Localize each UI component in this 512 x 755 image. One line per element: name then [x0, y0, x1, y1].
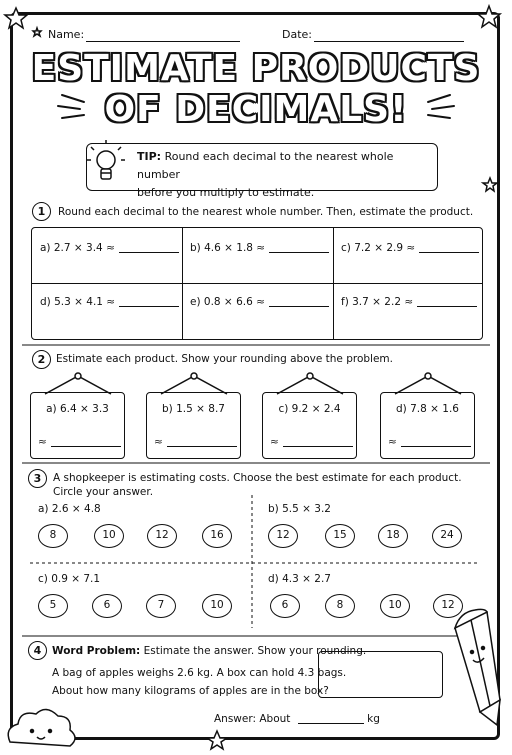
problem-3c-label: c) 0.9 × 7.1 [38, 573, 101, 585]
option-cloud[interactable]: 6 [270, 594, 300, 618]
option-cloud[interactable]: 10 [380, 594, 410, 618]
answer-row [214, 713, 380, 725]
answer-line[interactable] [419, 252, 479, 253]
word-problem-title: Word Problem: [52, 645, 141, 657]
star-icon [207, 731, 227, 749]
option-cloud[interactable]: 16 [202, 524, 232, 548]
tip-label: TIP: [137, 150, 162, 163]
section-1-number: 1 [32, 202, 51, 221]
work-box[interactable] [318, 651, 443, 698]
page-title-line2: OF DECIMALS! [104, 89, 408, 130]
problem-3b-label: b) 5.5 × 3.2 [268, 503, 331, 515]
sign-card-a: a) 6.4 × 3.3 ≈ [30, 392, 125, 459]
tip-text-line1: Round each decimal to the nearest whole number [137, 150, 394, 181]
problem-1d: d) 5.3 × 4.1 ≈ [40, 296, 179, 308]
answer-line[interactable] [269, 306, 329, 307]
answer-line[interactable] [51, 446, 121, 447]
name-field[interactable] [86, 40, 240, 42]
tip-text-line2: before you multiply to estimate. [137, 186, 315, 199]
answer-line[interactable] [269, 252, 329, 253]
section-2-number: 2 [32, 350, 51, 369]
option-cloud[interactable]: 12 [268, 524, 298, 548]
answer-line[interactable] [298, 723, 364, 724]
sign-card-d: d) 7.8 × 1.6 ≈ [380, 392, 475, 459]
problem-3d-label: d) 4.3 × 2.7 [268, 573, 331, 585]
option-cloud[interactable]: 24 [432, 524, 462, 548]
answer-line[interactable] [401, 446, 471, 447]
section-3-instruction-1: A shopkeeper is estimating costs. Choose the best estimate for each product. [53, 472, 462, 484]
star-icon [33, 28, 41, 36]
answer-line[interactable] [417, 306, 477, 307]
option-cloud[interactable]: 8 [38, 524, 68, 548]
pencil-mascot-icon [455, 609, 500, 725]
section-1-instruction: Round each decimal to the nearest whole number. Then, estimate the product. [58, 206, 474, 218]
answer-line[interactable] [119, 306, 179, 307]
option-cloud[interactable]: 15 [325, 524, 355, 548]
section-4-number: 4 [28, 641, 47, 660]
star-icon [5, 8, 27, 28]
option-cloud[interactable]: 12 [147, 524, 177, 548]
date-field[interactable] [314, 40, 464, 42]
answer-line[interactable] [119, 252, 179, 253]
name-label: Name: [48, 28, 85, 41]
answer-line[interactable] [167, 446, 237, 447]
option-cloud[interactable]: 10 [94, 524, 124, 548]
option-cloud[interactable]: 10 [202, 594, 232, 618]
page-title-line1: ESTIMATE PRODUCTS [31, 48, 481, 89]
word-problem-instruction: Estimate the answer. Show your rounding. [143, 645, 367, 657]
problem-1a: a) 2.7 × 3.4 ≈ [40, 242, 179, 254]
option-cloud[interactable]: 12 [433, 594, 463, 618]
problem-3a-label: a) 2.6 × 4.8 [38, 503, 101, 515]
word-problem-line2: About how many kilograms of apples are in the box? [52, 685, 329, 697]
section-3-instruction-2: Circle your answer. [53, 486, 154, 498]
section-2-instruction: Estimate each product. Show your rounding above the problem. [56, 353, 393, 365]
tip-box [86, 143, 438, 199]
section-1-grid [31, 227, 483, 340]
answer-label: Answer: About [214, 713, 291, 725]
cloud-mascot-icon [8, 709, 75, 746]
answer-line[interactable] [283, 446, 353, 447]
option-cloud[interactable]: 5 [38, 594, 68, 618]
word-problem-line1: A bag of apples weighs 2.6 kg. A box can hold 4.3 bags. [52, 667, 347, 679]
star-icon [478, 6, 500, 27]
option-cloud[interactable]: 8 [325, 594, 355, 618]
sign-card-b: b) 1.5 × 8.7 ≈ [146, 392, 241, 459]
option-cloud[interactable]: 18 [378, 524, 408, 548]
date-label: Date: [282, 28, 312, 41]
problem-1f: f) 3.7 × 2.2 ≈ [341, 296, 477, 308]
sign-card-c: c) 9.2 × 2.4 ≈ [262, 392, 357, 459]
problem-1e: e) 0.8 × 6.6 ≈ [190, 296, 329, 308]
star-icon [483, 178, 497, 191]
problem-1c: c) 7.2 × 2.9 ≈ [341, 242, 479, 254]
answer-unit: kg [367, 713, 380, 725]
option-cloud[interactable]: 6 [92, 594, 122, 618]
option-cloud[interactable]: 7 [146, 594, 176, 618]
problem-1b: b) 4.6 × 1.8 ≈ [190, 242, 329, 254]
section-3-number: 3 [28, 469, 47, 488]
